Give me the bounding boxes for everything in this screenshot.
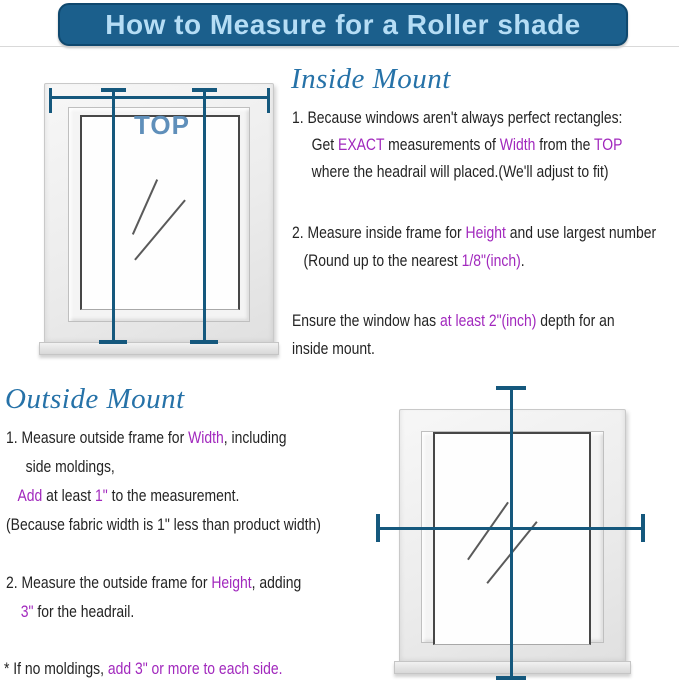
height-measure-line	[510, 388, 513, 678]
width-measure-line	[50, 96, 270, 99]
text-line	[6, 423, 321, 452]
highlighted-text: add 3" or more to each side.	[107, 659, 283, 678]
outside-mount-window-diagram	[399, 409, 626, 665]
text-segment: (Because fabric width is 1" less than product width)	[6, 515, 321, 534]
moldings-footnote	[4, 655, 282, 683]
inside-mount-depth-note	[292, 307, 615, 363]
text-line	[6, 481, 321, 510]
window-glass	[80, 115, 240, 310]
measure-end-tick	[641, 514, 645, 542]
text-line	[292, 335, 615, 363]
text-segment: * If no moldings,	[4, 659, 108, 678]
window-sill	[39, 342, 279, 355]
text-line	[292, 131, 622, 158]
highlighted-text: 1"	[94, 486, 108, 505]
measure-end-cap	[192, 88, 217, 92]
measure-end-cap	[190, 340, 218, 344]
text-segment: depth for an	[536, 311, 615, 330]
height-measure-line	[203, 89, 206, 343]
text-segment: Get	[311, 135, 339, 154]
text-segment: side moldings,	[25, 457, 115, 476]
text-line	[4, 655, 282, 683]
text-segment: inside mount.	[292, 339, 375, 358]
text-segment: (Round up to the nearest	[303, 251, 462, 270]
text-line	[292, 104, 622, 131]
text-segment: 1. Measure outside frame for	[6, 428, 189, 447]
text-segment: 2. Measure inside frame for	[292, 223, 466, 242]
measure-end-cap	[101, 88, 126, 92]
heading-text: Inside Mount	[291, 63, 451, 95]
height-measure-line	[112, 89, 115, 343]
highlighted-text: Add	[17, 486, 43, 505]
text-segment: to the measurement.	[107, 486, 240, 505]
text-segment: .	[520, 251, 525, 270]
measure-end-tick	[376, 514, 380, 542]
highlighted-text: at least 2"(inch)	[440, 311, 537, 330]
outside-mount-step-2	[6, 568, 301, 626]
top-label-text: TOP	[134, 110, 190, 140]
page-title: How to Measure for a Roller shade	[105, 8, 581, 40]
highlighted-text: 3"	[20, 602, 34, 621]
text-line	[292, 158, 622, 185]
text-segment: for the headrail.	[33, 602, 135, 621]
text-segment: , adding	[251, 573, 302, 592]
outside-mount-heading	[5, 382, 185, 416]
text-segment: and use largest number	[505, 223, 657, 242]
measure-end-tick	[49, 88, 52, 113]
highlighted-text: EXACT	[338, 135, 385, 154]
highlighted-text: Width	[499, 135, 536, 154]
divider-line	[0, 46, 679, 47]
text-segment: where the headrail will placed.(We'll adjust to fit)	[311, 162, 609, 181]
highlighted-text: 1/8"(inch)	[461, 251, 521, 270]
highlighted-text: Height	[211, 573, 252, 592]
text-line	[6, 510, 321, 539]
inside-mount-heading	[291, 62, 451, 96]
text-segment: at least	[42, 486, 95, 505]
text-segment: 1. Because windows aren't always perfect rectangles:	[292, 108, 623, 127]
inside-mount-step-1	[292, 104, 622, 185]
text-segment: from the	[535, 135, 594, 154]
highlighted-text: Width	[188, 428, 224, 447]
text-line	[6, 597, 301, 626]
highlighted-text: Height	[465, 223, 506, 242]
measure-end-cap	[496, 386, 526, 390]
text-segment: measurements of	[384, 135, 500, 154]
title-banner	[58, 3, 628, 46]
text-line	[6, 452, 321, 481]
measure-end-tick	[267, 88, 270, 113]
text-line	[6, 568, 301, 597]
text-line	[292, 247, 656, 275]
text-segment: Ensure the window has	[292, 311, 441, 330]
width-measure-line	[378, 527, 643, 530]
inside-mount-window-diagram	[44, 83, 274, 346]
top-edge-label	[134, 110, 190, 141]
text-line	[292, 307, 615, 335]
measure-end-cap	[496, 676, 526, 680]
text-line	[292, 219, 656, 247]
text-segment: 2. Measure the outside frame for	[6, 573, 212, 592]
outside-mount-step-1	[6, 423, 321, 539]
measure-end-cap	[99, 340, 127, 344]
text-segment: , including	[223, 428, 287, 447]
heading-text: Outside Mount	[5, 383, 185, 415]
highlighted-text: TOP	[593, 135, 623, 154]
inside-mount-step-2	[292, 219, 656, 275]
